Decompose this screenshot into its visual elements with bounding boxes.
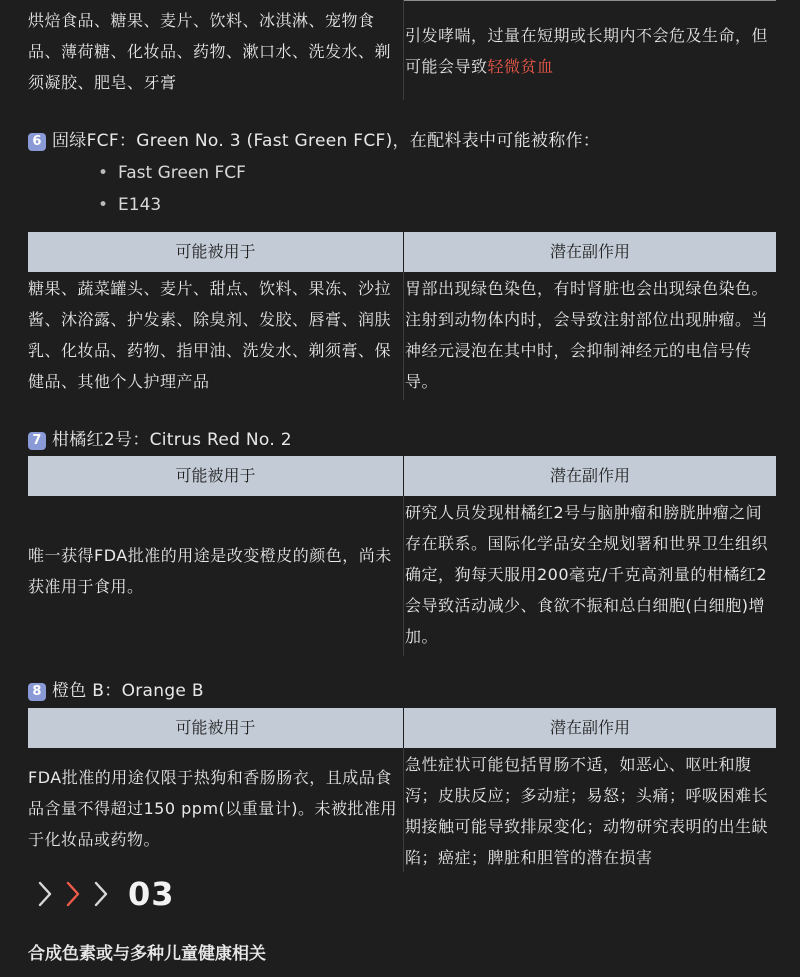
column-divider xyxy=(403,0,404,100)
s7-title: 柑橘红2号：Citrus Red No. 2 xyxy=(52,430,292,450)
s7-effects-cell: 研究人员发现柑橘红2号与脑肿瘤和膀胱肿瘤之间存在联系。国际化学品安全规划署和世界卫生组织确定，狗每天服用200毫克/千克高剂量的柑橘红2会导致活动减少、食欲不振和总白细胞(白细胞)增加。 xyxy=(405,503,769,646)
s7-col-header-uses: 可能被用于 xyxy=(28,456,403,496)
s6-title: 固绿FCF：Green No. 3 (Fast Green FCF)，在配料表中可能被称作： xyxy=(52,131,601,151)
number-badge-icon: 8 xyxy=(28,683,46,701)
column-divider xyxy=(403,748,404,872)
s5-effects-highlight: 轻微贫血 xyxy=(487,57,554,76)
s8-col-header-effects: 潜在副作用 xyxy=(404,708,776,748)
section-number: 03 xyxy=(128,875,175,913)
number-badge-icon: 6 xyxy=(28,133,46,151)
chevrons-icon xyxy=(36,879,118,909)
s6-heading xyxy=(28,129,788,153)
s8-title: 橙色 B：Orange B xyxy=(52,681,204,701)
s5-effects-text: 引发哮喘，过量在短期或长期内不会危及生命，但可能会导致 xyxy=(405,26,769,76)
s7-uses-cell: 唯一获得FDA批准的用途是改变橙皮的颜色，尚未获准用于食用。 xyxy=(28,546,392,596)
s6-uses-cell: 糖果、蔬菜罐头、麦片、甜点、饮料、果冻、沙拉酱、沐浴露、护发素、除臭剂、发胶、唇膏、润肤乳、化妆品、药物、指甲油、洗发水、剃须膏、保健品、其他个人护理产品 xyxy=(28,279,392,391)
number-badge-icon: 7 xyxy=(28,432,46,450)
column-divider xyxy=(403,272,404,400)
column-divider xyxy=(403,496,404,656)
s6-alias-item: • Fast Green FCF xyxy=(98,161,246,185)
s6-col-header-effects: 潜在副作用 xyxy=(404,232,776,272)
s5-effects-cell xyxy=(405,20,773,82)
s8-col-header-uses: 可能被用于 xyxy=(28,708,403,748)
s7-col-header-effects: 潜在副作用 xyxy=(404,456,776,496)
s6-alias-item: • E143 xyxy=(98,193,161,217)
s5-uses-cell: 烘焙食品、糖果、麦片、饮料、冰淇淋、宠物食品、薄荷糖、化妆品、药物、漱口水、洗发水、剃须凝胶、肥皂、牙膏 xyxy=(28,11,392,92)
s8-heading xyxy=(28,679,788,703)
s8-uses-cell: FDA批准的用途仅限于热狗和香肠肠衣，且成品食品含量不得超过150 ppm(以重量计)。未被批准用于化妆品或药物。 xyxy=(28,768,398,849)
table-top-border xyxy=(404,0,776,1)
s6-col-header-uses: 可能被用于 xyxy=(28,232,403,272)
s8-effects-cell: 急性症状可能包括胃肠不适，如恶心、呕吐和腹泻；皮肤反应；多动症；易怒；头痛；呼吸困难长期接触可能导致排尿变化；动物研究表明的出生缺陷；癌症；脾脏和胆管的潜在损害 xyxy=(405,755,769,867)
s6-effects-cell: 胃部出现绿色染色，有时肾脏也会出现绿色染色。注射到动物体内时，会导致注射部位出现肿瘤。当神经元浸泡在其中时，会抑制神经元的电信号传导。 xyxy=(405,279,769,391)
section-marker xyxy=(36,872,175,916)
s7-heading xyxy=(28,428,788,452)
section-subtitle: 合成色素或与多种儿童健康相关 xyxy=(28,944,266,964)
